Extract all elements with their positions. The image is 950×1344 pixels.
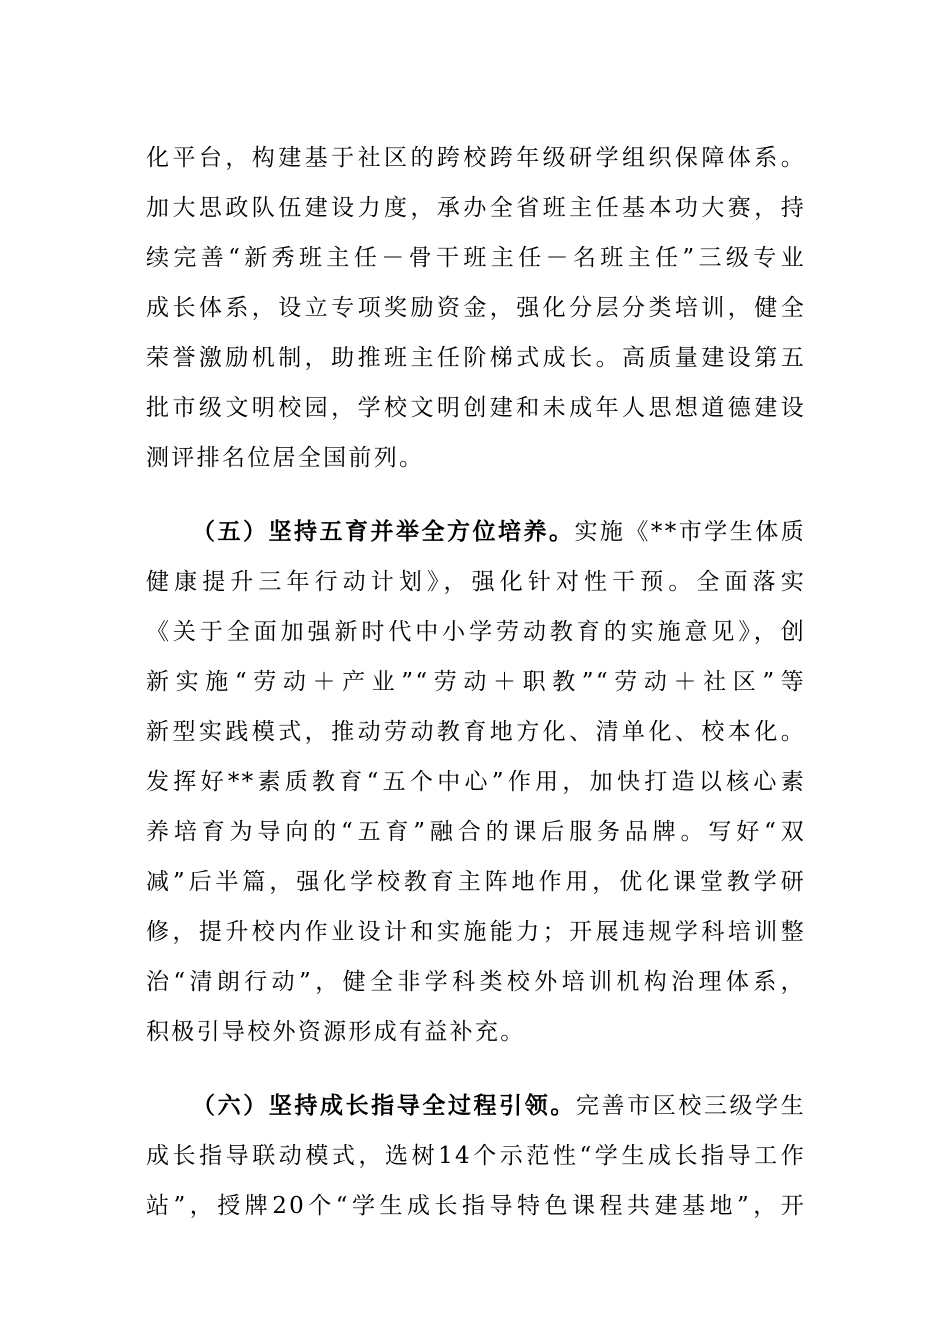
text-line <box>146 507 806 557</box>
text-line: 修，提升校内作业设计和实施能力；开展违规学科培训整 <box>146 919 806 945</box>
text-line: 荣誉激励机制，助推班主任阶梯式成长。高质量建设第五 <box>146 345 806 371</box>
text-line: 批市级文明校园，学校文明创建和未成年人思想道德建设 <box>146 395 806 421</box>
paragraph-gap <box>146 1057 806 1081</box>
section-6-lead-text: 完善市区校三级学生 <box>575 1093 807 1119</box>
document-body <box>146 133 806 1231</box>
text-line: 新型实践模式，推动劳动教育地方化、清单化、校本化。 <box>146 719 806 745</box>
text-line: 新实施“劳动＋产业”“劳动＋职教”“劳动＋社区”等 <box>146 669 806 695</box>
text-line: 加大思政队伍建设力度，承办全省班主任基本功大赛，持 <box>146 195 806 221</box>
section-5-paragraph <box>146 507 806 1057</box>
text-line: 《关于全面加强新时代中小学劳动教育的实施意见》，创 <box>146 619 806 645</box>
text-line: 积极引导校外资源形成有益补充。 <box>146 1019 526 1045</box>
text-line: 养培育为导向的“五育”融合的课后服务品牌。写好“双 <box>146 819 806 845</box>
text-line: 发挥好**素质教育“五个中心”作用，加快打造以核心素 <box>146 769 806 795</box>
section-6-paragraph <box>146 1081 806 1231</box>
text-line: 健康提升三年行动计划》，强化针对性干预。全面落实 <box>146 569 806 595</box>
text-line: 站”，授牌20个“学生成长指导特色课程共建基地”，开 <box>146 1193 806 1219</box>
section-5-heading: （五）坚持五育并举全方位培养。 <box>192 519 575 545</box>
text-line: 治“清朗行动”，健全非学科类校外培训机构治理体系， <box>146 969 806 995</box>
section-6-heading: （六）坚持成长指导全过程引领。 <box>192 1093 576 1119</box>
text-line <box>146 1081 806 1131</box>
text-line: 成长指导联动模式，选树14个示范性“学生成长指导工作 <box>146 1143 806 1169</box>
text-line: 测评排名位居全国前列。 <box>146 445 425 471</box>
paragraph-gap <box>146 483 806 507</box>
text-line: 减”后半篇，强化学校教育主阵地作用，优化课堂教学研 <box>146 869 806 895</box>
text-line: 化平台，构建基于社区的跨校跨年级研学组织保障体系。 <box>146 145 806 171</box>
paragraph-1 <box>146 133 806 483</box>
text-line: 成长体系，设立专项奖励资金，强化分层分类培训，健全 <box>146 295 806 321</box>
text-line: 续完善“新秀班主任－骨干班主任－名班主任”三级专业 <box>146 245 806 271</box>
section-5-lead-text: 实施《**市学生体质 <box>574 519 807 545</box>
